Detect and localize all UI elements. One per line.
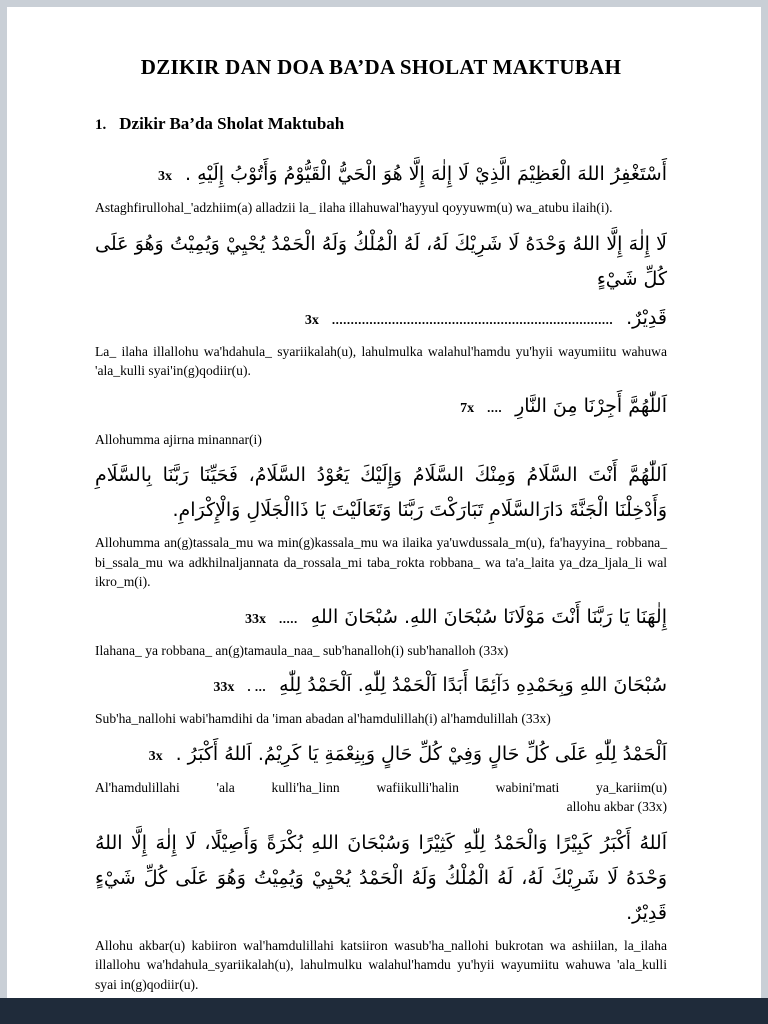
document-title: DZIKIR DAN DOA BA’DA SHOLAT MAKTUBAH: [140, 55, 622, 79]
arabic-text: اَللّٰهُمَّ أَنْتَ السَّلَامُ وَمِنْكَ السَّلَامُ وَإِلَيْكَ يَعُوْدُ السَّلَامُ، فَحَيِّنَا رَبَّنَا بِالسَّلَامِ وَأَدْخِلْنَا الْجَنَّةَ دَارَالسَّلَامِ تَبَارَكْتَ رَبَّنَا وَتَعَالَيْتَ يَا ذَاالْجَلَالِ وَالْإِكْرَامِ.: [95, 464, 667, 521]
arabic-text: اَلْحَمْدُ لِلّٰهِ عَلَى كُلِّ حَالٍ وَفِيْ كُلِّ حَالٍ وَبِنِعْمَةِ يَا كَرِيْمُ. اَللهُ أَكْبَرُ .: [175, 742, 667, 765]
arabic-text: اَللّٰهُمَّ أَجِرْنَا مِنَ النَّارِ: [515, 394, 667, 417]
latin-paragraph: Allohumma an(g)tassala_mu wa min(g)kassala_mu wa ilaika ya'uwdussala_m(u), fa'hayyina_ robbana_ bi_ssala_mu wa adkhilnaljannata da_rossala_mi taba_rokta robbana_ wa ta'a_laita ya_dza_ljala_li wal ikro_m(i).: [95, 535, 667, 589]
arabic-line: [95, 390, 667, 425]
section-title: Dzikir Ba’da Sholat Maktubah: [119, 114, 345, 133]
latin-text-right: allohu akbar (33x): [566, 799, 667, 814]
dot-leader: ...........................................................................: [331, 311, 614, 327]
latin-paragraph: Ilahana_ ya robbana_ an(g)tamaula_naa_ sub'hanalloh(i) sub'hanalloh (33x): [95, 642, 509, 658]
arabic-line: [95, 738, 667, 773]
dot-leader: .....: [278, 610, 298, 626]
repeat-count-label: 7x: [460, 400, 475, 416]
arabic-text: قَدِيْرٌ.: [626, 306, 667, 329]
dot-leader: ....: [487, 399, 503, 415]
latin-paragraph: Astaghfirullohal_'adzhiim(a) alladzii la_ ilaha illahuwal'hayyul qoyyuwm(u) wa_atubu ilaih(i).: [95, 200, 613, 215]
arabic-text: لَا إِلٰهَ إِلَّا اللهُ وَحْدَهُ لَا شَرِيْكَ لَهُ، لَهُ الْمُلْكُ وَلَهُ الْحَمْدُ يُحْيِيْ وَيُمِيْتُ وَهُوَ عَلَى كُلِّ شَيْءٍ: [95, 232, 667, 290]
document-body: [95, 158, 667, 1024]
latin-paragraph: Allohumma ajirna minannar(i): [95, 431, 262, 447]
section-heading: [95, 114, 667, 134]
arabic-text: أَسْتَغْفِرُ اللهَ الْعَظِيْمَ الَّذِيْ لَا إِلٰهَ إِلَّا هُوَ الْحَيُّ الْقَيُّوْمُ وَأَتُوْبُ إِلَيْهِ .: [185, 163, 667, 185]
arabic-text: اَللهُ أَكْبَرُ كَبِيْرًا وَالْحَمْدُ لِلّٰهِ كَثِيْرًا وَسُبْحَانَ اللهِ بُكْرَةً وَأَصِيْلًا، لَا إِلٰهَ إِلَّا اللهُ وَحْدَهُ لَا شَرِيْكَ لَهُ، لَهُ الْمُلْكُ وَلَهُ الْحَمْدُ يُحْيِيْ وَيُمِيْتُ وَهُوَ عَلَى كُلِّ شَيْءٍ قَدِيْرٌ.: [95, 831, 667, 924]
latin-paragraph: La_ ilaha illallohu wa'hdahula_ syariikalah(u), lahulmulka walahul'hamdu yu'hyii wayumiitu wahuwa 'ala_kulli syai'in(g)qodiir(u).: [95, 343, 667, 378]
latin-paragraph: [95, 778, 667, 817]
repeat-count-label: 33x: [213, 680, 235, 695]
repeat-count-label: 3x: [148, 748, 163, 764]
arabic-line: [95, 158, 667, 193]
repeat-count-label: 3x: [158, 169, 172, 184]
viewer-bottom-bar: [0, 998, 768, 1024]
arabic-line: [95, 601, 667, 636]
document-page: [7, 7, 761, 998]
arabic-text: إِلٰهَنَا يَا رَبَّنَا أَنْتَ مَوْلَانَا سُبْحَانَ اللهِ. سُبْحَانَ اللهِ: [310, 605, 667, 628]
repeat-count-label: 33x: [244, 611, 266, 627]
repeat-count-label: 3x: [304, 312, 319, 328]
latin-paragraph: Allohu akbar(u) kabiiron wal'hamdulillahi katsiiron wasub'ha_nallohi bukrotan wa ashiilan, la_ilaha illallohu wa'hdahula_syariikalah(u), lahulmulku walahul'hamdu yu'hyii wayumiitu wahuwa 'ala_kulli syai in(g)qodiir(u).: [95, 937, 667, 992]
arabic-line: [95, 302, 667, 337]
latin-paragraph: Sub'ha_nallohi wabi'hamdihi da 'iman abadan al'hamdulillah(i) al'hamdulillah (33x): [95, 711, 551, 726]
dot-leader: . ...: [247, 679, 267, 694]
latin-text: Al'hamdulillahi 'ala kulli'ha_linn wafiikulli'halin wabini'mati ya_kariim(u): [95, 779, 667, 795]
arabic-text: سُبْحَانَ اللهِ وَبِحَمْدِهِ دَآئِمًا أَبَدًا اَلْحَمْدُ لِلّٰهِ. اَلْحَمْدُ لِلّٰهِ: [279, 674, 667, 696]
arabic-line: [95, 669, 667, 704]
section-number: 1.: [95, 117, 107, 133]
